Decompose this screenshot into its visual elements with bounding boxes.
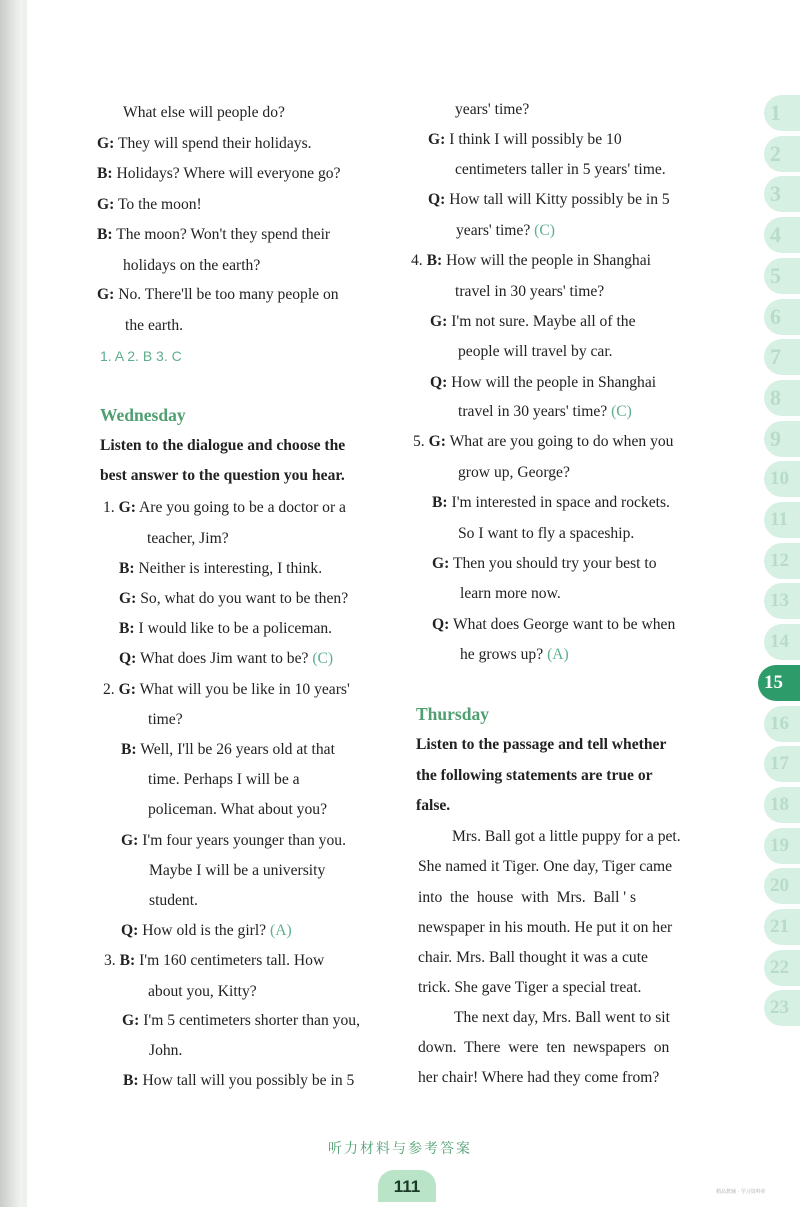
answer-choice: (C)	[534, 222, 555, 239]
dialogue-line: 2. G: What will you be like in 10 years'	[103, 681, 350, 698]
dialogue-line: John.	[149, 1042, 183, 1059]
dialogue-line: student.	[149, 892, 198, 909]
page-number: 111	[378, 1170, 436, 1202]
unit-tab-22: 22	[764, 950, 800, 986]
answer-choice: (C)	[312, 650, 334, 667]
fineprint: 精品教辅 · 学习资料库	[716, 1189, 766, 1195]
passage-line: She named it Tiger. One day, Tiger came	[418, 858, 673, 875]
wednesday-heading: Wednesday	[100, 405, 186, 425]
unit-tab-18: 18	[764, 787, 800, 823]
thursday-instruction: the following statements are true or	[416, 767, 653, 784]
dialogue-line: G: To the moon!	[97, 196, 202, 213]
dialogue-line: learn more now.	[460, 585, 561, 602]
dialogue-line: 3. B: I'm 160 centimeters tall. How	[104, 952, 325, 969]
question-line: Q: How old is the girl? (A)	[121, 922, 292, 939]
dialogue-line: G: I'm 5 centimeters shorter than you,	[122, 1012, 360, 1029]
unit-tab-23: 23	[764, 990, 800, 1026]
unit-tab-10: 10	[764, 461, 800, 497]
unit-tab-21: 21	[764, 909, 800, 945]
thursday-heading: Thursday	[416, 704, 489, 724]
unit-tab-15: 15	[758, 665, 800, 701]
dialogue-line: G: I'm not sure. Maybe all of the	[430, 313, 636, 330]
thursday-instruction: Listen to the passage and tell whether	[416, 736, 667, 753]
dialogue-line: B: The moon? Won't they spend their	[97, 226, 331, 243]
unit-tab-16: 16	[764, 706, 800, 742]
dialogue-line: 4. B: How will the people in Shanghai	[411, 252, 651, 269]
page-binding-shadow	[22, 0, 27, 1207]
dialogue-line: time. Perhaps I will be a	[148, 771, 300, 788]
dialogue-line: centimeters taller in 5 years' time.	[455, 161, 666, 178]
question-line: Q: How will the people in Shanghai	[430, 374, 657, 391]
dialogue-line: the earth.	[125, 317, 184, 334]
passage-line: newspaper in his mouth. He put it on her	[418, 919, 673, 936]
passage-line: trick. She gave Tiger a special treat.	[418, 979, 642, 996]
question-line: travel in 30 years' time? (C)	[458, 403, 632, 420]
dialogue-line: B: How tall will you possibly be in 5	[123, 1072, 355, 1089]
dialogue-line: G: So, what do you want to be then?	[119, 590, 349, 607]
dialogue-line: 1. G: Are you going to be a doctor or a	[103, 499, 346, 516]
dialogue-line: B: Neither is interesting, I think.	[119, 560, 323, 577]
dialogue-line: G: Then you should try your best to	[432, 555, 657, 572]
question-line: Q: What does Jim want to be? (C)	[119, 650, 334, 667]
passage-line: chair. Mrs. Ball thought it was a cute	[418, 949, 648, 966]
dialogue-line: G: No. There'll be too many people on	[97, 286, 339, 303]
question-line: years' time? (C)	[456, 222, 555, 239]
unit-tab-11: 11	[764, 502, 800, 538]
unit-tab-2: 2	[764, 136, 800, 172]
thursday-instruction: false.	[416, 797, 451, 814]
answer-choice: (C)	[611, 403, 632, 420]
unit-tab-4: 4	[764, 217, 800, 253]
unit-tab-6: 6	[764, 299, 800, 335]
unit-tab-7: 7	[764, 339, 800, 375]
wednesday-instruction: best answer to the question you hear.	[100, 467, 345, 484]
unit-tab-1: 1	[764, 95, 800, 131]
dialogue-line: Maybe I will be a university	[149, 862, 326, 879]
dialogue-line: G: I think I will possibly be 10	[428, 131, 622, 148]
dialogue-line: people will travel by car.	[458, 343, 613, 360]
unit-tab-13: 13	[764, 583, 800, 619]
dialogue-line: policeman. What about you?	[148, 801, 327, 818]
dialogue-line: B: I would like to be a policeman.	[119, 620, 333, 637]
dialogue-line: about you, Kitty?	[148, 983, 257, 1000]
unit-tab-19: 19	[764, 828, 800, 864]
dialogue-line: time?	[148, 711, 183, 728]
dialogue-line: G: They will spend their holidays.	[97, 135, 312, 152]
passage-line: Mrs. Ball got a little puppy for a pet.	[452, 828, 681, 845]
unit-tab-20: 20	[764, 868, 800, 904]
passage-line: down. There were ten newspapers on	[418, 1039, 670, 1056]
dialogue-line: teacher, Jim?	[147, 530, 229, 547]
dialogue-line: B: Holidays? Where will everyone go?	[97, 165, 341, 182]
tuesday-answers: 1. A 2. B 3. C	[100, 348, 182, 364]
dialogue-line: holidays on the earth?	[123, 257, 261, 274]
dialogue-line: B: Well, I'll be 26 years old at that	[121, 741, 335, 758]
dialogue-line: What else will people do?	[123, 104, 285, 121]
unit-tab-8: 8	[764, 380, 800, 416]
dialogue-line: travel in 30 years' time?	[455, 283, 605, 300]
wednesday-instruction: Listen to the dialogue and choose the	[100, 437, 346, 454]
question-line: Q: How tall will Kitty possibly be in 5	[428, 191, 670, 208]
answer-choice: (A)	[547, 646, 569, 663]
passage-line: The next day, Mrs. Ball went to sit	[454, 1009, 670, 1026]
unit-tab-12: 12	[764, 543, 800, 579]
answer-choice: (A)	[270, 922, 292, 939]
page-binding-edge	[0, 0, 22, 1207]
dialogue-line: years' time?	[455, 101, 530, 118]
unit-tab-9: 9	[764, 421, 800, 457]
question-line: he grows up? (A)	[460, 646, 569, 663]
passage-line: into the house with Mrs. Ball ' s	[418, 889, 637, 906]
dialogue-line: grow up, George?	[458, 464, 570, 481]
footer-title: 听力材料与参考答案	[328, 1141, 472, 1157]
question-line: Q: What does George want to be when	[432, 616, 676, 633]
dialogue-line: So I want to fly a spaceship.	[458, 525, 635, 542]
passage-line: her chair! Where had they come from?	[418, 1069, 660, 1086]
dialogue-line: 5. G: What are you going to do when you	[413, 433, 674, 450]
unit-tab-3: 3	[764, 176, 800, 212]
unit-tab-17: 17	[764, 746, 800, 782]
dialogue-line: B: I'm interested in space and rockets.	[432, 494, 670, 511]
unit-tab-5: 5	[764, 258, 800, 294]
unit-tab-14: 14	[764, 624, 800, 660]
dialogue-line: G: I'm four years younger than you.	[121, 832, 346, 849]
